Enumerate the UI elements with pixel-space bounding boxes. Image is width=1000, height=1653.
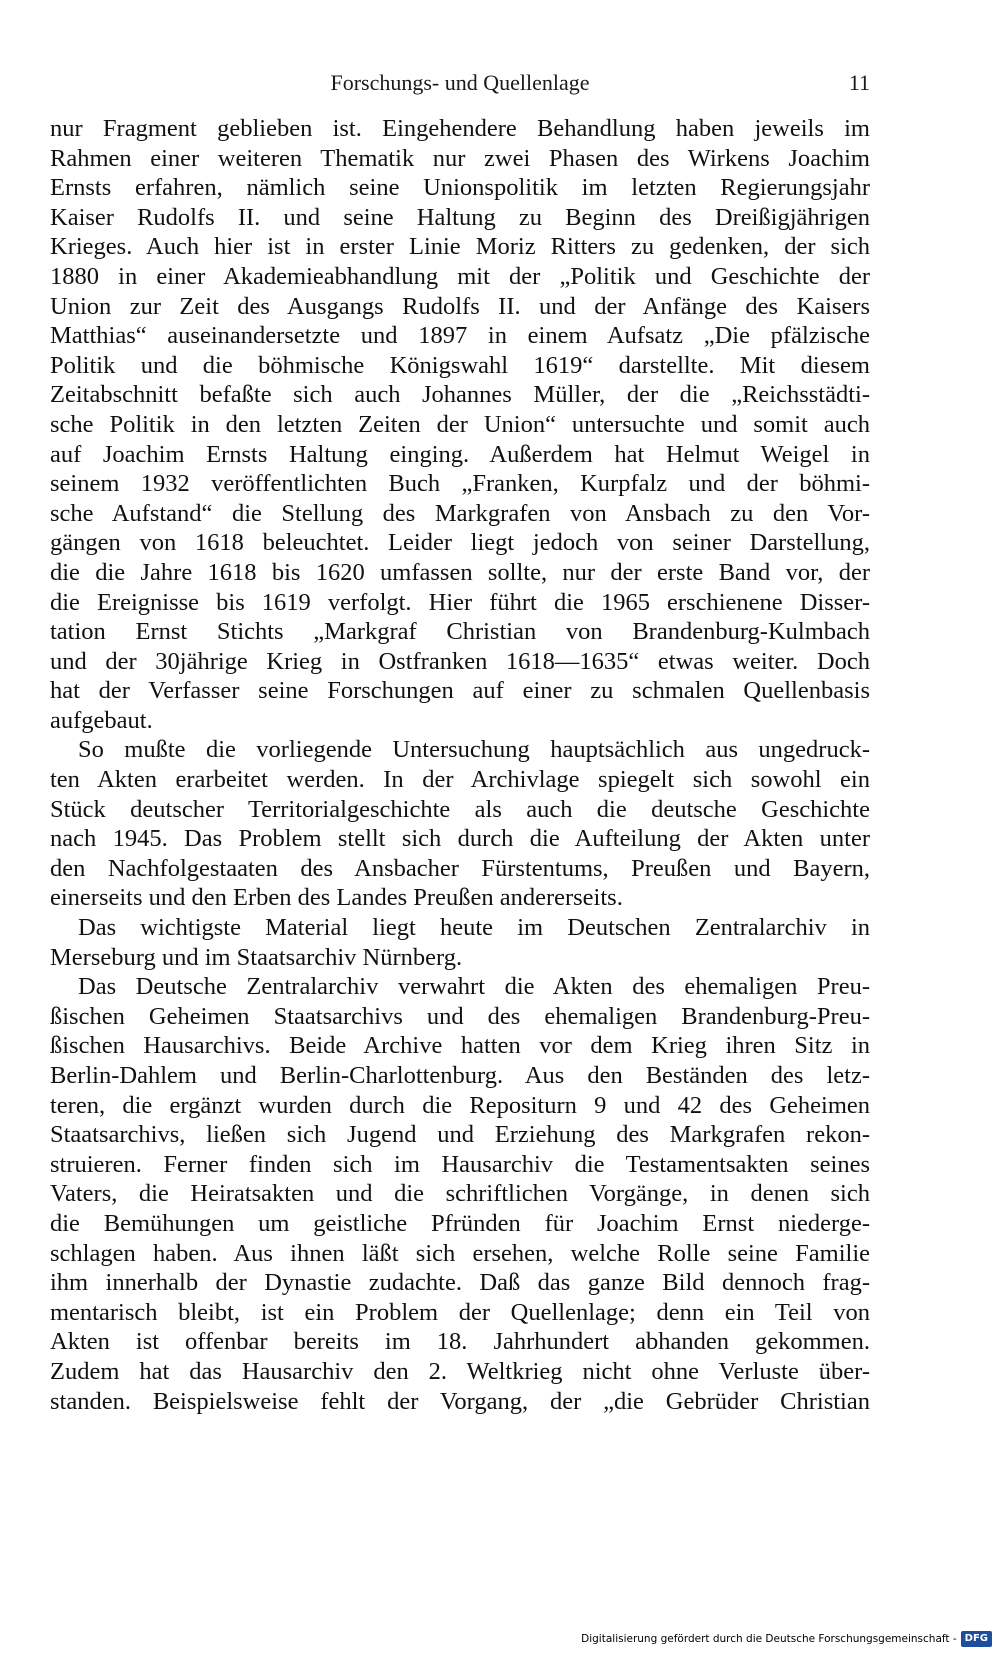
text-line: Zeitabschnitt befaßte sich auch Johannes Müller, der die „Reichsstädti- xyxy=(50,381,870,409)
text-line: die Bemühungen um geistliche Pfründen für Joachim Ernst niederge- xyxy=(50,1209,870,1237)
text-line: sche Aufstand“ die Stellung des Markgrafen von Ansbach zu den Vor- xyxy=(50,499,870,527)
text-line: ßischen Hausarchivs. Beide Archive hatten vor dem Krieg ihren Sitz in xyxy=(50,1032,870,1060)
dfg-logo: DFG xyxy=(961,1631,992,1647)
text-line: Stück deutscher Territorialgeschichte als auch die deutsche Geschichte xyxy=(50,795,870,823)
text-line: Berlin-Dahlem und Berlin-Charlottenburg. Aus den Beständen des letz- xyxy=(50,1062,870,1089)
text-line: Politik und die böhmische Königswahl 1619“ darstellte. Mit diesem xyxy=(50,351,870,379)
text-line: Merseburg und im Staatsarchiv Nürnberg. xyxy=(50,943,463,971)
text-line: schlagen haben. Aus ihnen läßt sich ersehen, welche Rolle seine Familie xyxy=(50,1239,870,1267)
text-line: mentarisch bleibt, ist ein Problem der Quellenlage; denn ein Teil von xyxy=(50,1298,870,1326)
text-line: struieren. Ferner finden sich im Hausarchiv die Testamentsakten seines xyxy=(50,1150,870,1178)
text-line: seinem 1932 veröffentlichten Buch „Franken, Kurpfalz und der böhmi- xyxy=(50,470,870,498)
text-line: und der 30jährige Krieg in Ostfranken 1618—1635“ etwas weiter. Doch xyxy=(50,647,870,675)
text-line: ßischen Geheimen Staatsarchivs und des ehemaligen Brandenburg-Preu- xyxy=(50,1002,870,1030)
text-line: So mußte die vorliegende Untersuchung hauptsächlich aus ungedruck- xyxy=(78,736,870,764)
text-line: die Ereignisse bis 1619 verfolgt. Hier führt die 1965 erschienene Disser- xyxy=(50,588,870,616)
text-line: Das Deutsche Zentralarchiv verwahrt die Akten des ehemaligen Preu- xyxy=(78,973,870,1001)
page-number: 11 xyxy=(848,70,870,95)
text-line: Krieges. Auch hier ist in erster Linie Moriz Ritters zu gedenken, der sich xyxy=(50,233,870,261)
text-line: die die Jahre 1618 bis 1620 umfassen sollte, nur der erste Band vor, der xyxy=(50,558,870,586)
text-line: Das wichtigste Material liegt heute im Deutschen Zentralarchiv in xyxy=(78,914,870,942)
digitization-credit xyxy=(581,1629,992,1649)
text-line: Kaiser Rudolfs II. und seine Haltung zu Beginn des Dreißigjährigen xyxy=(50,203,870,231)
text-line: standen. Beispielsweise fehlt der Vorgang, der „die Gebrüder Christian xyxy=(50,1387,870,1415)
text-line: einerseits und den Erben des Landes Preußen andererseits. xyxy=(50,884,623,912)
text-line: 1880 in einer Akademieabhandlung mit der „Politik und Geschichte der xyxy=(50,262,870,290)
text-line: Matthias“ auseinandersetzte und 1897 in einem Aufsatz „Die pfälzische xyxy=(50,322,870,350)
text-line: gängen von 1618 beleuchtet. Leider liegt jedoch von seiner Darstellung, xyxy=(50,529,870,557)
text-line: nach 1945. Das Problem stellt sich durch die Aufteilung der Akten unter xyxy=(50,825,870,853)
text-line: hat der Verfasser seine Forschungen auf einer zu schmalen Quellenbasis xyxy=(50,677,870,705)
text-line: teren, die ergänzt wurden durch die Repositurn 9 und 42 des Geheimen xyxy=(50,1091,870,1119)
credit-text: Digitalisierung gefördert durch die Deutsche Forschungsgemeinschaft - xyxy=(581,1633,957,1645)
body-text xyxy=(50,114,870,1416)
running-head xyxy=(50,70,870,100)
text-line: Rahmen einer weiteren Thematik nur zwei Phasen des Wirkens Joachim xyxy=(50,144,870,172)
text-line: sche Politik in den letzten Zeiten der Union“ untersuchte und somit auch xyxy=(50,410,870,438)
text-line: nur Fragment geblieben ist. Eingehendere Behandlung haben jeweils im xyxy=(50,115,870,142)
text-line: Ernsts erfahren, nämlich seine Unionspolitik im letzten Regierungsjahr xyxy=(50,174,870,202)
text-line: Union zur Zeit des Ausgangs Rudolfs II. und der Anfänge des Kaisers xyxy=(50,292,870,320)
running-title: Forschungs- und Quellenlage xyxy=(330,70,590,95)
text-line: Akten ist offenbar bereits im 18. Jahrhundert abhanden gekommen. xyxy=(50,1328,870,1356)
text-line: ihm innerhalb der Dynastie zudachte. Daß das ganze Bild dennoch frag- xyxy=(50,1269,870,1297)
text-line: Staatsarchivs, ließen sich Jugend und Erziehung des Markgrafen rekon- xyxy=(50,1121,870,1149)
text-line: aufgebaut. xyxy=(50,706,153,734)
text-line: tation Ernst Stichts „Markgraf Christian von Brandenburg-Kulmbach xyxy=(50,618,870,646)
text-line: Zudem hat das Hausarchiv den 2. Weltkrieg nicht ohne Verluste über- xyxy=(50,1357,870,1385)
text-line: Vaters, die Heiratsakten und die schriftlichen Vorgänge, in denen sich xyxy=(50,1180,870,1208)
text-line: den Nachfolgestaaten des Ansbacher Fürstentums, Preußen und Bayern, xyxy=(50,854,870,882)
text-line: ten Akten erarbeitet werden. In der Archivlage spiegelt sich sowohl ein xyxy=(50,766,870,794)
text-line: auf Joachim Ernsts Haltung einging. Außerdem hat Helmut Weigel in xyxy=(50,440,870,468)
